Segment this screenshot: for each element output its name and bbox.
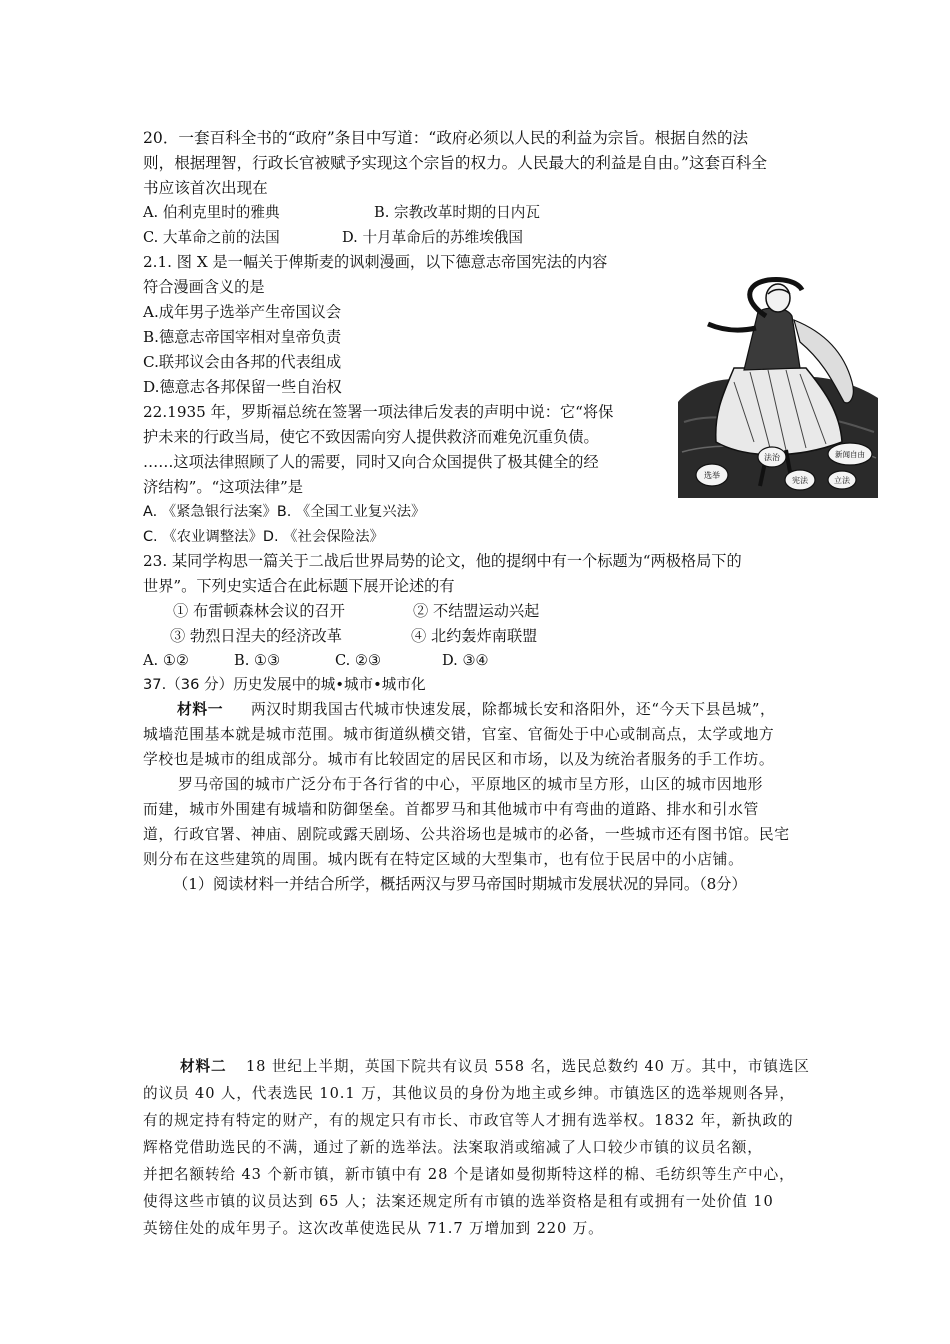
q23-answer-c: C. ②③ [335,652,382,669]
cartoon-label-legislation: 立法 [834,476,850,485]
cartoon-label-rule-of-law: 法治 [764,453,780,462]
q23-item-3: ③ 勃烈日涅夫的经济改革 [170,627,342,645]
q23-stem-line-1: 23. 某同学构思一篇关于二战后世界局势的论文，他的提纲中有一个标题为“两极格局下的 [143,552,742,570]
cartoon-label-election: 选举 [704,471,720,480]
q23-item-4: ④ 北约轰炸南联盟 [411,627,538,645]
q20-stem-line-3: 书应该首次出现在 [143,179,268,197]
q20-option-a: A. 伯利克里时的雅典 [143,204,280,221]
material2-line-3: 有的规定持有特定的财产，有的规定只有市长、市政官等人才拥有选举权。1832 年，新执政的 [143,1112,794,1129]
q22-stem-line-1: 22.1935 年，罗斯福总统在签署一项法律后发表的声明中说：它“将保 [143,403,614,421]
q23-item-1: ① 布雷顿森林会议的召开 [173,602,345,620]
q23-answer-b: B. ①③ [234,652,281,669]
q22-stem-line-4: 济结构”。“这项法律”是 [143,478,303,496]
q23-stem-line-2: 世界”。下列史实适合在此标题下展开论述的有 [143,577,455,595]
cartoon-label-constitution: 宪法 [792,476,808,485]
q21-option-b: B.德意志帝国宰相对皇帝负责 [143,328,342,346]
q37-heading: 37.（36 分）历史发展中的城•城市•城市化 [143,676,426,693]
material1-line-3: 学校也是城市的组成部分。城市有比较固定的居民区和市场，以及为统治者服务的手工作坊。 [143,751,775,768]
material2-line-7: 英镑住处的成年男子。这次改革使选民从 71.7 万增加到 220 万。 [143,1220,604,1237]
q20-stem-line-2: 则，根据理智，行政长官被赋予实现这个宗旨的权力。人民最大的利益是自由。”这套百科全 [143,154,767,172]
q21-stem-line-1: 2.1. 图 X 是一幅关于俾斯麦的讽刺漫画，以下德意志帝国宪法的内容 [143,253,608,271]
material1-line-7: 则分布在这些建筑的周围。城内既有在特定区域的大型集市，也有位于民居中的小店铺。 [143,851,744,868]
q21-stem-line-2: 符合漫画含义的是 [143,278,265,296]
q22-options-ab: A. 《紧急银行法案》B. 《全国工业复兴法》 [143,504,426,520]
q20-option-b: B. 宗教改革时期的日内瓦 [374,204,540,221]
material1-line-6: 道，行政官署、神庙、剧院或露天剧场、公共浴场也是城市的必备，一些城市还有图书馆。民宅 [143,826,790,843]
material2-line-5: 并把名额转给 43 个新市镇，新市镇中有 28 个是诸如曼彻斯特这样的棉、毛纺织等生产中心， [143,1166,795,1183]
material2-line-2: 的议员 40 人，代表选民 10.1 万，其他议员的身份为地主或乡绅。市镇选区的选举规则各异， [143,1085,795,1102]
material2-line-1: 18 世纪上半期，英国下院共有议员 558 名，选民总数约 40 万。其中，市镇选区 [246,1058,810,1075]
q23-answer-d: D. ③④ [442,652,489,669]
q21-option-c: C.联邦议会由各邦的代表组成 [143,353,342,371]
material1-line-4: 罗马帝国的城市广泛分布于各行省的中心，平原地区的城市呈方形，山区的城市因地形 [178,776,764,793]
material2-line-6: 使得这些市镇的议员达到 65 人；法案还规定所有市镇的选举资格是租有或拥有一处价值 10 [143,1193,774,1210]
q23-answer-a: A. ①② [143,652,189,669]
q21-option-d: D.德意志各邦保留一些自治权 [143,378,342,396]
material2-title: 材料二 [180,1058,227,1075]
material1-line-5: 而建，城市外围建有城墙和防御堡垒。首都罗马和其他城市中有弯曲的道路、排水和引水管 [143,801,759,818]
q37-sub-question-1: （1）阅读材料一并结合所学，概括两汉与罗马帝国时期城市发展状况的异同。（8分） [173,875,747,893]
cartoon-label-press-freedom: 新闻自由 [835,450,865,459]
material2-line-4: 辉格党借助选民的不满，通过了新的选举法。法案取消或缩减了人口较少市镇的议员名额， [143,1139,763,1156]
q20-stem-line-1: 20．一套百科全书的“政府”条目中写道：“政府必须以人民的利益为宗旨。根据自然的法 [143,129,749,147]
q22-stem-line-2: 护未来的行政当局，使它不致因需向穷人提供救济而难免沉重负债。 [143,428,599,446]
q20-option-c: C. 大革命之前的法国 [143,229,280,246]
q23-item-2: ② 不结盟运动兴起 [413,602,540,620]
bismarck-cartoon-image [674,272,880,500]
q22-options-cd: C. 《农业调整法》D. 《社会保险法》 [143,529,384,545]
material1-line-1: 两汉时期我国古代城市快速发展，除都城长安和洛阳外，还“今天下县邑城”， [251,701,776,718]
q22-stem-line-3: ……这项法律照顾了人的需要，同时又向合众国提供了极其健全的经 [143,453,599,471]
q21-option-a: A.成年男子选举产生帝国议会 [143,303,342,321]
q20-option-d: D. 十月革命后的苏维埃俄国 [342,229,523,246]
material1-line-2: 城墙范围基本就是城市范围。城市街道纵横交错，官室、官衙处于中心或制高点，太学或地方 [143,726,775,743]
material1-title: 材料一 [177,701,224,718]
